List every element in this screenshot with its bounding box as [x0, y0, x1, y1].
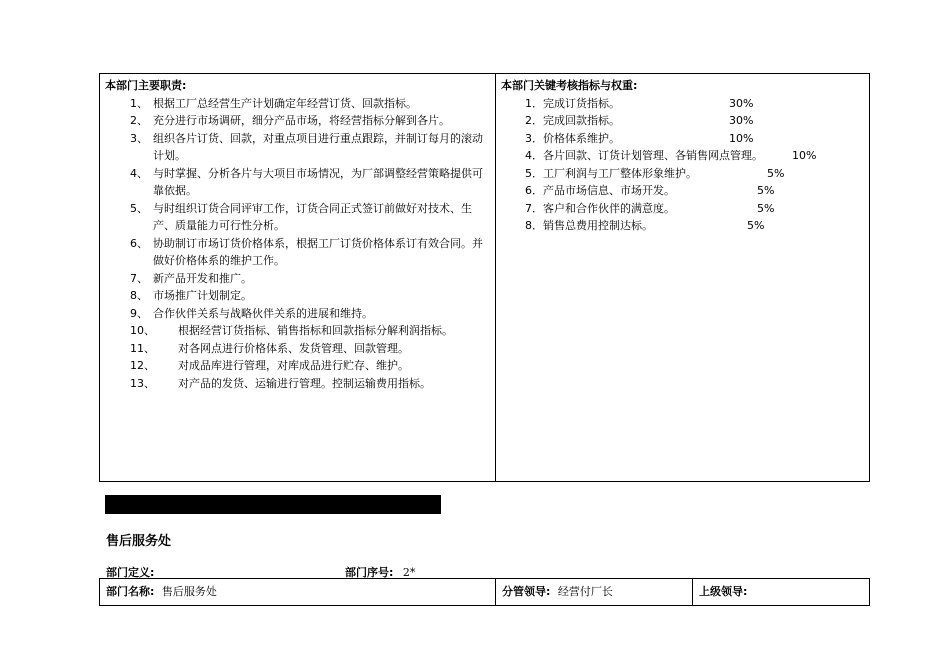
kpi-weight: 5%: [757, 184, 775, 197]
responsibility-item: [105, 270, 490, 288]
kpi-text: 1．完成订货指标。: [525, 96, 620, 110]
kpi-weight: 5%: [767, 166, 785, 180]
department-name-label: 部门名称:: [106, 585, 155, 598]
kpi-item: [501, 95, 861, 113]
kpi-weight: 10%: [729, 131, 754, 145]
kpi-item: [501, 182, 861, 200]
responsibility-text: 充分进行市场调研，细分产品市场，将经营指标分解到各片。: [153, 114, 450, 127]
responsibility-item: [105, 305, 490, 323]
responsibility-number: 5、: [130, 201, 148, 215]
kpi-weight: 5%: [747, 219, 765, 232]
responsibility-text: 对各网点进行价格体系、发货管理、回款管理。: [178, 341, 409, 355]
kpi-weight: 30%: [729, 96, 754, 110]
definition-label: 部门定义:: [106, 566, 155, 579]
responsibility-number: 9、: [130, 306, 148, 320]
responsibility-number: 1、: [130, 96, 148, 110]
responsibility-text: 对产品的发货、运输进行管理。控制运输费用指标。: [178, 376, 431, 390]
kpi-text: 5．工厂利润与工厂整体形象维护。: [525, 166, 697, 180]
sequence-label: 部门序号:: [345, 566, 394, 579]
kpi-text: 4．各片回款、订货计划管理、各销售网点管理。: [525, 149, 763, 162]
responsibilities-cell: [105, 77, 490, 392]
department-name-cell: [100, 579, 495, 605]
kpi-text: 6．产品市场信息、市场开发。: [525, 184, 675, 197]
responsibility-text: 对成品库进行管理，对库成品进行贮存、维护。: [178, 359, 409, 372]
responsibility-text: 根据经营订货指标、销售指标和回款指标分解利润指标。: [178, 324, 453, 337]
responsibility-item: [105, 130, 490, 165]
section-title: 售后服务处: [106, 534, 172, 549]
responsibility-item: [105, 340, 490, 358]
responsibility-text: 市场推广计划制定。: [153, 289, 252, 302]
sequence-value: 2*: [402, 566, 416, 579]
responsibility-item: [105, 375, 490, 393]
responsibility-item: [105, 322, 490, 340]
kpi-heading: 本部门关键考核指标与权重:: [501, 79, 638, 92]
superior-label: 上级领导:: [699, 585, 748, 598]
responsibility-number: 13、: [130, 376, 155, 390]
responsibility-item: [105, 112, 490, 130]
responsibility-text: 合作伙伴关系与战略伙伴关系的进展和维持。: [153, 306, 373, 320]
leader-label: 分管领导:: [502, 585, 551, 598]
responsibility-number: 8、: [130, 289, 148, 302]
kpi-item: [501, 200, 861, 218]
kpi-cell: [501, 77, 861, 235]
responsibility-text: 与时掌握、分析各片与大项目市场情况，为厂部调整经营策略提供可靠依据。: [153, 166, 483, 197]
responsibility-text: 与时组织订货合同评审工作，订货合同正式签订前做好对技术、生产、质量能力可行性分析。: [153, 201, 472, 232]
responsibility-number: 4、: [130, 166, 148, 180]
responsibility-number: 11、: [130, 341, 155, 355]
responsibilities-heading: 本部门主要职责:: [105, 79, 187, 92]
responsibility-text: 组织各片订货、回款，对重点项目进行重点跟踪，并制订每月的滚动计划。: [153, 131, 483, 162]
kpi-weight: 30%: [729, 114, 754, 127]
kpi-text: 7．客户和合作伙伴的满意度。: [525, 201, 675, 215]
kpi-item: [501, 165, 861, 183]
responsibility-text: 新产品开发和推广。: [153, 271, 252, 285]
responsibility-text: 协助制订市场订货价格体系，根据工厂订货价格体系订有效合同。并做好价格体系的维护工作。: [153, 236, 483, 267]
kpi-item: [501, 147, 861, 165]
responsibilities-list: [105, 95, 490, 393]
superior-cell: [693, 579, 869, 605]
responsibility-number: 6、: [130, 236, 148, 250]
responsibility-item: [105, 357, 490, 375]
kpi-text: 3．价格体系维护。: [525, 131, 620, 145]
leader-value: 经营付厂长: [557, 585, 613, 598]
department-name-value: 售后服务处: [161, 585, 217, 598]
responsibility-number: 12、: [130, 359, 155, 372]
responsibility-item: [105, 95, 490, 113]
responsibility-table: [99, 73, 870, 482]
responsibility-text: 根据工厂总经营生产计划确定年经营订货、回款指标。: [153, 96, 417, 110]
department-info-table: [99, 578, 870, 606]
responsibility-number: 3、: [130, 131, 148, 145]
responsibility-item: [105, 165, 490, 200]
responsibility-number: 10、: [130, 324, 155, 337]
leader-cell: [496, 579, 692, 605]
kpi-list: [501, 95, 861, 235]
column-divider: [495, 74, 496, 481]
responsibility-item: [105, 235, 490, 270]
kpi-weight: 5%: [757, 201, 775, 215]
responsibility-number: 2、: [130, 114, 148, 127]
responsibility-item: [105, 200, 490, 235]
responsibility-item: [105, 287, 490, 305]
redaction-bar: [105, 495, 441, 514]
kpi-item: [501, 112, 861, 130]
kpi-item: [501, 130, 861, 148]
kpi-text: 8．销售总费用控制达标。: [525, 219, 653, 232]
kpi-item: [501, 217, 861, 235]
kpi-weight: 10%: [792, 149, 817, 162]
responsibility-number: 7、: [130, 271, 148, 285]
kpi-text: 2．完成回款指标。: [525, 114, 620, 127]
